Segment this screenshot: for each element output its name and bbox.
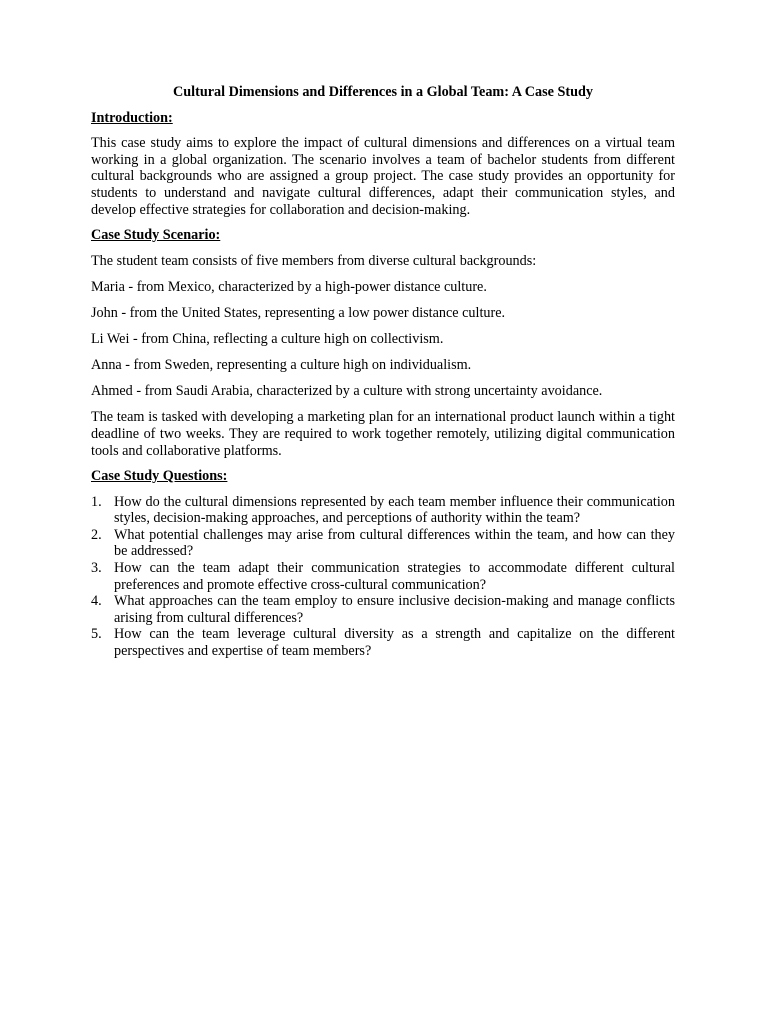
questions-heading: Case Study Questions: bbox=[91, 468, 228, 485]
question-item bbox=[91, 626, 675, 659]
question-item bbox=[91, 593, 675, 626]
team-member-li-wei: Li Wei - from China, reflecting a culture high on collectivism. bbox=[91, 331, 444, 348]
question-number: 5. bbox=[91, 626, 102, 643]
question-item bbox=[91, 494, 675, 527]
document-title: Cultural Dimensions and Differences in a Global Team: A Case Study bbox=[173, 84, 593, 100]
questions-list bbox=[91, 494, 675, 660]
question-text: What potential challenges may arise from cultural differences within the team, and how can they be addressed? bbox=[114, 526, 675, 560]
introduction-paragraph: This case study aims to explore the impact of cultural dimensions and differences on a virtual team working in a global organization. The scenario involves a team of bachelor students from different cultural backgrounds who are assigned a group project. The case study provides an opportunity for students to understand and navigate cultural differences, adapt their communication styles, and develop effective strategies for collaboration and decision-making. bbox=[91, 135, 675, 218]
question-number: 3. bbox=[91, 560, 102, 577]
team-member-ahmed: Ahmed - from Saudi Arabia, characterized by a culture with strong uncertainty avoidance. bbox=[91, 383, 603, 400]
question-text: How can the team leverage cultural diversity as a strength and capitalize on the different perspectives and expertise of team members? bbox=[114, 626, 675, 660]
document-page bbox=[91, 84, 675, 660]
scenario-task-paragraph: The team is tasked with developing a marketing plan for an international product launch within a tight deadline of two weeks. They are required to work together remotely, utilizing digital communication tools and collaborative platforms. bbox=[91, 409, 675, 459]
question-text: How can the team adapt their communication strategies to accommodate different cultural preferences and promote effective cross-cultural communication? bbox=[114, 560, 675, 593]
team-member-john: John - from the United States, representing a low power distance culture. bbox=[91, 304, 506, 321]
question-text: How do the cultural dimensions represented by each team member influence their communication styles, decision-making approaches, and perceptions of authority within the team? bbox=[114, 493, 675, 527]
question-item bbox=[91, 527, 675, 560]
introduction-heading: Introduction: bbox=[91, 109, 173, 126]
question-number: 4. bbox=[91, 593, 102, 610]
question-item bbox=[91, 560, 675, 593]
question-number: 2. bbox=[91, 526, 102, 543]
team-member-anna: Anna - from Sweden, representing a culture high on individualism. bbox=[91, 357, 472, 374]
scenario-lead: The student team consists of five members from diverse cultural backgrounds: bbox=[91, 252, 537, 269]
question-text: What approaches can the team employ to ensure inclusive decision-making and manage conflicts arising from cultural differences? bbox=[114, 593, 675, 626]
team-member-maria: Maria - from Mexico, characterized by a high-power distance culture. bbox=[91, 278, 487, 295]
question-number: 1. bbox=[91, 493, 102, 510]
scenario-heading: Case Study Scenario: bbox=[91, 227, 221, 244]
